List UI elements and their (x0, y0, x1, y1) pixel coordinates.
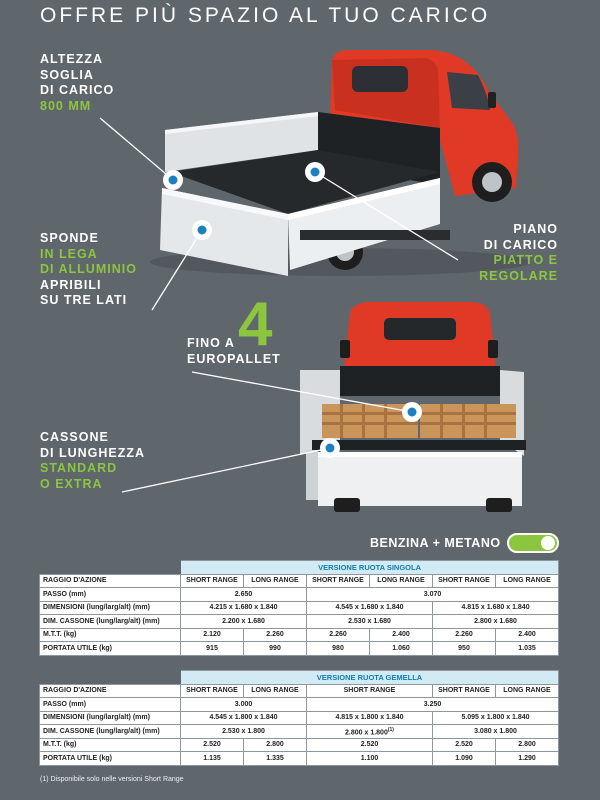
table-cell: 2.260 (244, 628, 307, 642)
table-version-header (40, 561, 559, 575)
table-cell: 2.650 (181, 588, 307, 602)
table-cell: SHORT RANGE (433, 574, 496, 588)
row-label: RAGGIO D'AZIONE (40, 684, 181, 698)
table-cell: 2.260 (433, 628, 496, 642)
table-cell: 2.800 (244, 738, 307, 752)
table-cell: 1.090 (433, 752, 496, 766)
toggle-knob (541, 536, 555, 550)
table-cell: 4.545 x 1.680 x 1.840 (307, 601, 433, 615)
table-cell: 5.095 x 1.800 x 1.840 (433, 711, 559, 725)
table-cell: 2.400 (370, 628, 433, 642)
row-label: DIM. CASSONE (lung/larg/alt) (mm) (40, 725, 181, 739)
table-cell: LONG RANGE (370, 574, 433, 588)
row-label: DIMENSIONI (lung/larg/alt) (mm) (40, 601, 181, 615)
callout-sponde (40, 231, 137, 309)
callout-text: FINO A (187, 336, 235, 350)
table-cell: 990 (244, 642, 307, 656)
callout-dot-altezza (163, 170, 183, 190)
callout-text: DI LUNGHEZZA (40, 445, 146, 460)
table-cell: 2.800 (496, 738, 559, 752)
table-row (40, 628, 559, 642)
row-label: PASSO (mm) (40, 698, 181, 712)
table-cell: 2.260 (307, 628, 370, 642)
table-cell: 2.520 (181, 738, 244, 752)
table-cell: LONG RANGE (244, 684, 307, 698)
spec-table-twin (39, 670, 559, 766)
spec-table-single (39, 560, 559, 656)
callout-highlight: DI ALLUMINIO (40, 262, 137, 276)
table-cell: 1.060 (370, 642, 433, 656)
callout-text: EUROPALLET (187, 351, 281, 366)
table-row (40, 698, 559, 712)
table-row (40, 601, 559, 615)
table-cell: 2.520 (307, 738, 433, 752)
table-cell: 3.000 (181, 698, 307, 712)
callout-text: SPONDE (40, 231, 99, 245)
table-cell: 4.815 x 1.800 x 1.840 (307, 711, 433, 725)
row-label: DIM. CASSONE (lung/larg/alt) (mm) (40, 615, 181, 629)
callout-highlight: REGOLARE (479, 268, 558, 283)
table-cell: 2.530 x 1.800 (181, 725, 307, 739)
table-cell: LONG RANGE (244, 574, 307, 588)
callout-text: SU TRE LATI (40, 293, 128, 307)
callout-highlight: IN LEGA (40, 246, 98, 261)
table-cell: SHORT RANGE (181, 684, 244, 698)
table-cell: 980 (307, 642, 370, 656)
callout-text: PIANO (513, 222, 558, 236)
callout-text: ALTEZZA (40, 52, 104, 66)
table-cell: 3.080 x 1.800 (433, 725, 559, 739)
page-title: OFFRE PIÙ SPAZIO AL TUO CARICO (40, 4, 491, 27)
table-row (40, 588, 559, 602)
table-cell: SHORT RANGE (307, 684, 433, 698)
table-cell: 3.250 (307, 698, 559, 712)
callout-dot-sponde (192, 220, 212, 240)
table-row (40, 711, 559, 725)
row-label: M.T.T. (kg) (40, 738, 181, 752)
row-label: M.T.T. (kg) (40, 628, 181, 642)
table-cell: LONG RANGE (496, 574, 559, 588)
table-cell: 4.545 x 1.800 x 1.840 (181, 711, 307, 725)
callout-dot-cassone (320, 438, 340, 458)
table-cell: 915 (181, 642, 244, 656)
table-cell: 1.100 (307, 752, 433, 766)
table-cell: 2.520 (433, 738, 496, 752)
europallet-count: 4 (238, 290, 273, 359)
table-cell: 1.135 (181, 752, 244, 766)
table-row (40, 725, 559, 739)
table-cell: 950 (433, 642, 496, 656)
cell-value: 2.800 x 1.800 (345, 728, 388, 736)
table-row (40, 752, 559, 766)
row-label: PASSO (mm) (40, 588, 181, 602)
table-cell: SHORT RANGE (433, 684, 496, 698)
footnote: (1) Disponibile solo nelle versioni Short Range (40, 776, 184, 783)
table-cell: 3.070 (307, 588, 559, 602)
table-row (40, 738, 559, 752)
table-row (40, 615, 559, 629)
table-cell: SHORT RANGE (181, 574, 244, 588)
callout-text: SOGLIA (40, 67, 94, 82)
table-cell: LONG RANGE (496, 684, 559, 698)
callout-text: DI CARICO (40, 83, 115, 97)
table-cell: 1.335 (244, 752, 307, 766)
table-cell: 2.530 x 1.680 (307, 615, 433, 629)
table-row (40, 642, 559, 656)
table-cell: 2.120 (181, 628, 244, 642)
callout-text: APRIBILI (40, 277, 102, 292)
callout-dot-europallet (402, 402, 422, 422)
callout-highlight: STANDARD (40, 461, 118, 475)
table-cell: 1.290 (496, 752, 559, 766)
table-row (40, 574, 559, 588)
row-label: PORTATA UTILE (kg) (40, 752, 181, 766)
callout-altezza (40, 52, 114, 114)
fuel-toggle[interactable] (507, 533, 559, 553)
table-cell: 2.400 (496, 628, 559, 642)
table-cell: 1.035 (496, 642, 559, 656)
table-row (40, 684, 559, 698)
callout-text: DI CARICO (483, 237, 558, 252)
version-title: VERSIONE RUOTA SINGOLA (181, 561, 559, 575)
table-version-header (40, 671, 559, 685)
callout-highlight: PIATTO E (493, 253, 558, 267)
version-title: VERSIONE RUOTA GEMELLA (181, 671, 559, 685)
callout-highlight: O EXTRA (40, 476, 103, 491)
table-cell: 2.800 x 1.680 (433, 615, 559, 629)
table-cell (307, 725, 433, 739)
callout-highlight: 800 MM (40, 98, 92, 113)
callout-piano (470, 222, 558, 284)
table-cell: SHORT RANGE (307, 574, 370, 588)
callout-text: CASSONE (40, 430, 109, 444)
row-label: PORTATA UTILE (kg) (40, 642, 181, 656)
table-cell: 2.200 x 1.680 (181, 615, 307, 629)
footnote-marker: (1) (387, 726, 394, 733)
callout-cassone (40, 430, 145, 492)
row-label: RAGGIO D'AZIONE (40, 574, 181, 588)
row-label: DIMENSIONI (lung/larg/alt) (mm) (40, 711, 181, 725)
callout-dot-piano (305, 162, 325, 182)
table-cell: 4.215 x 1.680 x 1.840 (181, 601, 307, 615)
table-cell: 4.815 x 1.680 x 1.840 (433, 601, 559, 615)
fuel-label: BENZINA + METANO (370, 536, 501, 550)
